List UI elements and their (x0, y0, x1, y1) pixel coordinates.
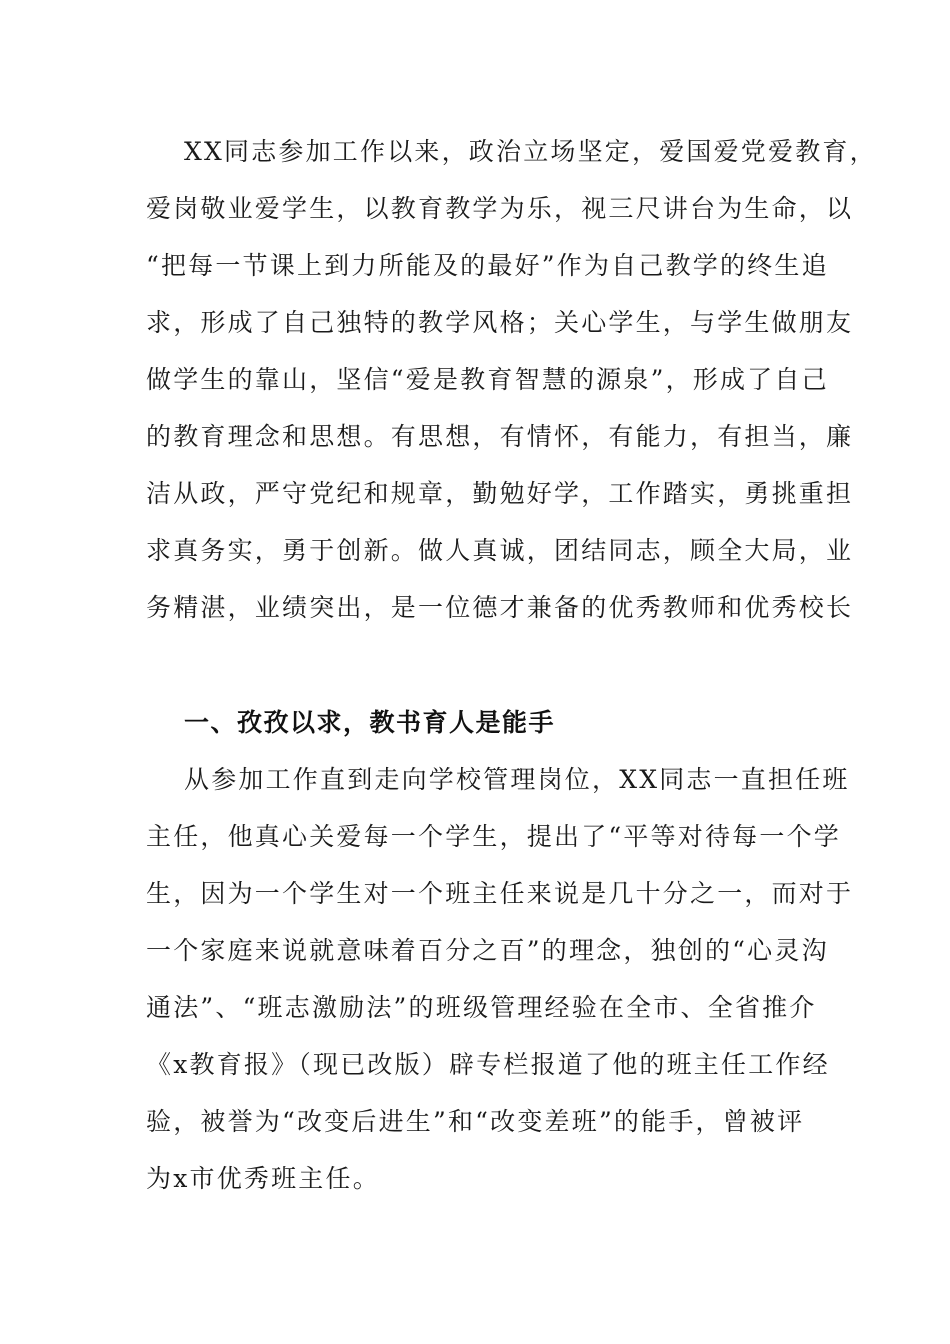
paragraph-line: 求，形成了自己独特的教学风格；关心学生，与学生做朋友 (146, 308, 854, 337)
paragraph-line: 从参加工作直到走向学校管理岗位，XX同志一直担任班 (184, 765, 850, 794)
paragraph-line: 通法”、“班志激励法”的班级管理经验在全市、全省推介 (146, 993, 817, 1022)
paragraph-line: 验，被誉为“改变后进生”和“改变差班”的能手，曾被评 (146, 1107, 805, 1136)
paragraph-line: 爱岗敬业爱学生，以教育教学为乐，视三尺讲台为生命，以 (146, 194, 854, 223)
paragraph-line: “把每一节课上到力所能及的最好”作为自己教学的终生追 (146, 251, 829, 280)
paragraph-line: 《x教育报》（现已改版）辟专栏报道了他的班主任工作经 (146, 1050, 830, 1079)
paragraph-line: 生，因为一个学生对一个班主任来说是几十分之一，而对于 (146, 879, 854, 908)
paragraph-line: XX同志参加工作以来，政治立场坚定，爱国爱党爱教育， (184, 137, 877, 166)
paragraph-line: 求真务实，勇于创新。做人真诚，团结同志，顾全大局，业 (146, 536, 854, 565)
paragraph-line: 主任，他真心关爱每一个学生，提出了“平等对待每一个学 (146, 822, 841, 851)
paragraph-line: 洁从政，严守党纪和规章，勤勉好学，工作踏实，勇挑重担 (146, 479, 854, 508)
paragraph-line: 务精湛，业绩突出，是一位德才兼备的优秀教师和优秀校长 (146, 593, 854, 622)
paragraph-line: 一个家庭来说就意味着百分之百”的理念，独创的“心灵沟 (146, 936, 829, 965)
section-heading: 一、孜孜以求，教书育人是能手 (184, 708, 556, 737)
paragraph-line: 做学生的靠山，坚信“爱是教育智慧的源泉”，形成了自己 (146, 365, 829, 394)
paragraph-line: 为x市优秀班主任。 (146, 1164, 380, 1193)
paragraph-line: 的教育理念和思想。有思想，有情怀，有能力，有担当，廉 (146, 422, 854, 451)
